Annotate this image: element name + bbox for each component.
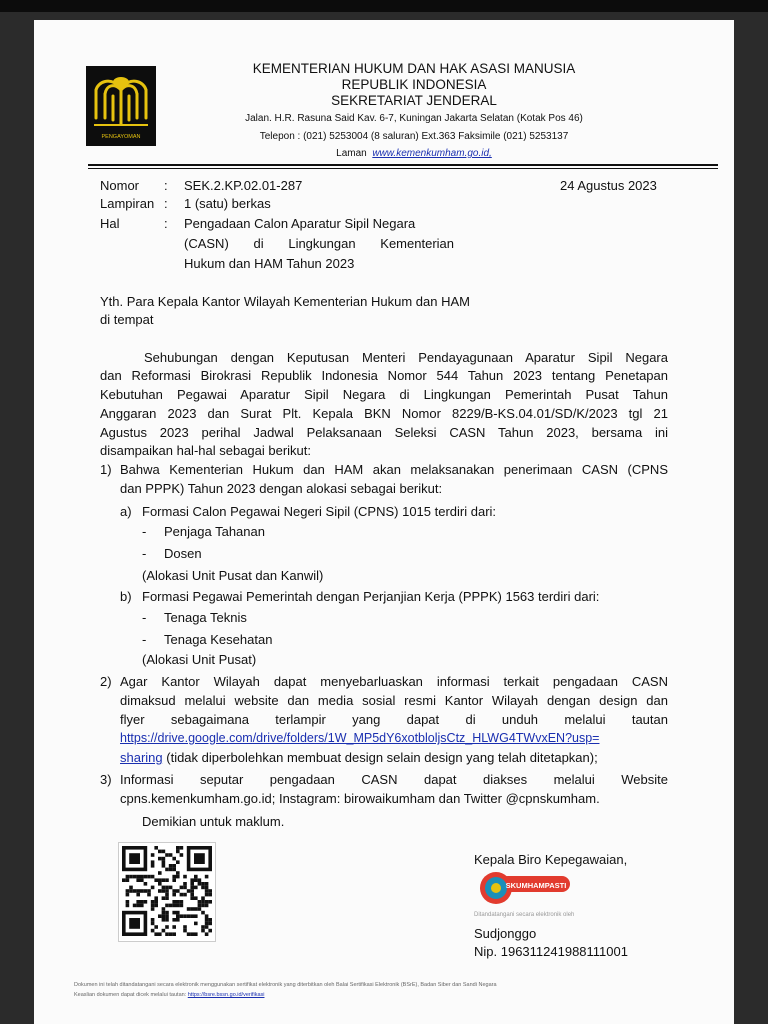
hal-label: Hal	[100, 216, 120, 231]
subpoint-letter: a)	[120, 504, 132, 519]
signer-name: Sudjonggo	[474, 926, 537, 941]
footer-verify-text: Keaslian dokumen dapat dicek melalui tautan:	[74, 992, 187, 998]
list-item: Tenaga Kesehatan	[164, 632, 273, 647]
subpoint-letter: b)	[120, 589, 132, 604]
point3-line: cpns.kemenkumham.go.id; Instagram: birowaikumham dan Twitter @cpnskumham.	[120, 791, 600, 806]
top-status-bar	[0, 0, 768, 12]
ministry-logo	[86, 66, 156, 146]
subpoint-a-text: Formasi Calon Pegawai Negeri Sipil (CPNS) 1015 terdiri dari:	[142, 504, 497, 519]
footer-verify	[74, 992, 264, 998]
signed-note: Ditandatangani secara elektronik oleh	[474, 912, 575, 918]
intro-line: Sehubungan dengan Keputusan Menteri Pendayagunaan Aparatur Sipil Negara	[144, 350, 668, 365]
lampiran-value: 1 (satu) berkas	[184, 196, 271, 211]
header-secretariat: SEKRETARIAT JENDERAL	[331, 93, 497, 108]
allocation-note: (Alokasi Unit Pusat)	[142, 652, 257, 667]
footer-note: Dokumen ini telah ditandatangani secara elektronik menggunakan sertifikat elektronik yang diterbitkan oleh Balai Sertifikasi Elektronik (BSrE), Badan Siber dan Sandi Negara	[74, 982, 497, 988]
point1-line: dan PPPK) Tahun 2023 dengan alokasi sebagai berikut:	[120, 481, 443, 496]
point1-line: Bahwa Kementerian Hukum dan HAM akan melaksanakan penerimaan CASN (CPNS	[120, 462, 668, 477]
point-number: 2)	[100, 674, 112, 689]
header-rule-thin	[88, 168, 718, 169]
qr-code	[118, 842, 216, 942]
colon: :	[164, 196, 168, 211]
point2-tail-text: (tidak diperbolehkan membuat design selain design yang telah ditetapkan);	[162, 750, 598, 765]
intro-line: Agustus 2023 perihal Jadwal Pelaksanaan Seleksi CASN Tahun 2023, bersama ini	[100, 425, 668, 440]
intro-line: dan Reformasi Birokrasi Republik Indonesia Nomor 544 Tahun 2023 tentang Penetapan	[100, 368, 668, 383]
list-item: Dosen	[164, 546, 202, 561]
letter-page	[34, 20, 734, 1024]
hal-line: (CASN) di Lingkungan Kementerian	[184, 236, 454, 251]
nomor-label: Nomor	[100, 178, 140, 193]
footer-verify-link[interactable]: https://bsre.bssn.go.id/verifikasi	[187, 992, 265, 998]
header-republic: REPUBLIK INDONESIA	[341, 77, 487, 92]
allocation-note: (Alokasi Unit Pusat dan Kanwil)	[142, 568, 324, 583]
letter-date: 24 Agustus 2023	[560, 178, 657, 193]
qr-code-icon	[119, 843, 215, 941]
hal-line: Hukum dan HAM Tahun 2023	[184, 256, 355, 271]
closing-text: Demikian untuk maklum.	[142, 814, 285, 829]
recipient-place: di tempat	[100, 312, 154, 327]
point2-tail	[120, 750, 598, 765]
subpoint-b-text: Formasi Pegawai Pemerintah dengan Perjanjian Kerja (PPPK) 1563 terdiri dari:	[142, 589, 600, 604]
logo-text: PENGAYOMAN	[101, 134, 141, 140]
electronic-stamp	[470, 866, 620, 922]
stamp-label: SKUMHAMPASTI	[505, 881, 567, 890]
banyan-tree-icon	[86, 66, 156, 146]
intro-line: Anggaran 2023 dan Surat Plt. Kepala BKN Nomor 8229/B-KS.04.01/SD/K/2023 tgl 21	[100, 406, 668, 421]
list-dash: -	[142, 524, 147, 539]
colon: :	[164, 216, 168, 231]
intro-line: disampaikan hal-hal sebagai berikut:	[100, 443, 312, 458]
header-ministry: KEMENTERIAN HUKUM DAN HAK ASASI MANUSIA	[252, 61, 576, 76]
nomor-value: SEK.2.KP.02.01-287	[184, 178, 303, 193]
signer-nip: Nip. 196311241988111001	[474, 944, 628, 959]
list-item: Tenaga Teknis	[164, 610, 247, 625]
website-link[interactable]: www.kemenkumham.go.id,	[372, 148, 492, 159]
point3-line: Informasi seputar pengadaan CASN dapat diakses melalui Website	[120, 772, 668, 787]
lampiran-label: Lampiran	[100, 196, 155, 211]
colon: :	[164, 178, 168, 193]
website-label: Laman	[336, 148, 367, 159]
header-rule-thick	[88, 164, 718, 166]
list-item: Penjaga Tahanan	[164, 524, 265, 539]
list-dash: -	[142, 546, 147, 561]
point-number: 1)	[100, 462, 112, 477]
point2-line: dimaksud melalui website dan media sosial resmi Kantor Wilayah dengan design dan	[120, 693, 668, 708]
drive-link-cont[interactable]: sharing	[120, 750, 163, 765]
drive-link[interactable]: https://drive.google.com/drive/folders/1W_MP5dY6xotbloljsCtz_HLWG4TWvxEN?usp=	[120, 731, 600, 745]
list-dash: -	[142, 610, 147, 625]
intro-line: Kebutuhan Pegawai Aparatur Sipil Negara di Lingkungan Pemerintah Pusat Tahun	[100, 387, 668, 402]
point2-line: flyer sebagaimana terlampir yang dapat di unduh melalui tautan	[120, 712, 668, 727]
point-number: 3)	[100, 772, 112, 787]
hal-line: Pengadaan Calon Aparatur Sipil Negara	[184, 216, 416, 231]
list-dash: -	[142, 632, 147, 647]
header-address: Jalan. H.R. Rasuna Said Kav. 6-7, Kuningan Jakarta Selatan (Kotak Pos 46)	[245, 113, 583, 124]
header-website	[184, 148, 644, 159]
signature-title: Kepala Biro Kepegawaian,	[474, 852, 628, 867]
recipient-line: Yth. Para Kepala Kantor Wilayah Kementerian Hukum dan HAM	[100, 294, 470, 309]
point2-line: Agar Kantor Wilayah dapat menyebarluaskan informasi terkait pengadaan CASN	[120, 674, 668, 689]
header-phone: Telepon : (021) 5253004 (8 saluran) Ext.363 Faksimile (021) 5253137	[259, 131, 569, 142]
